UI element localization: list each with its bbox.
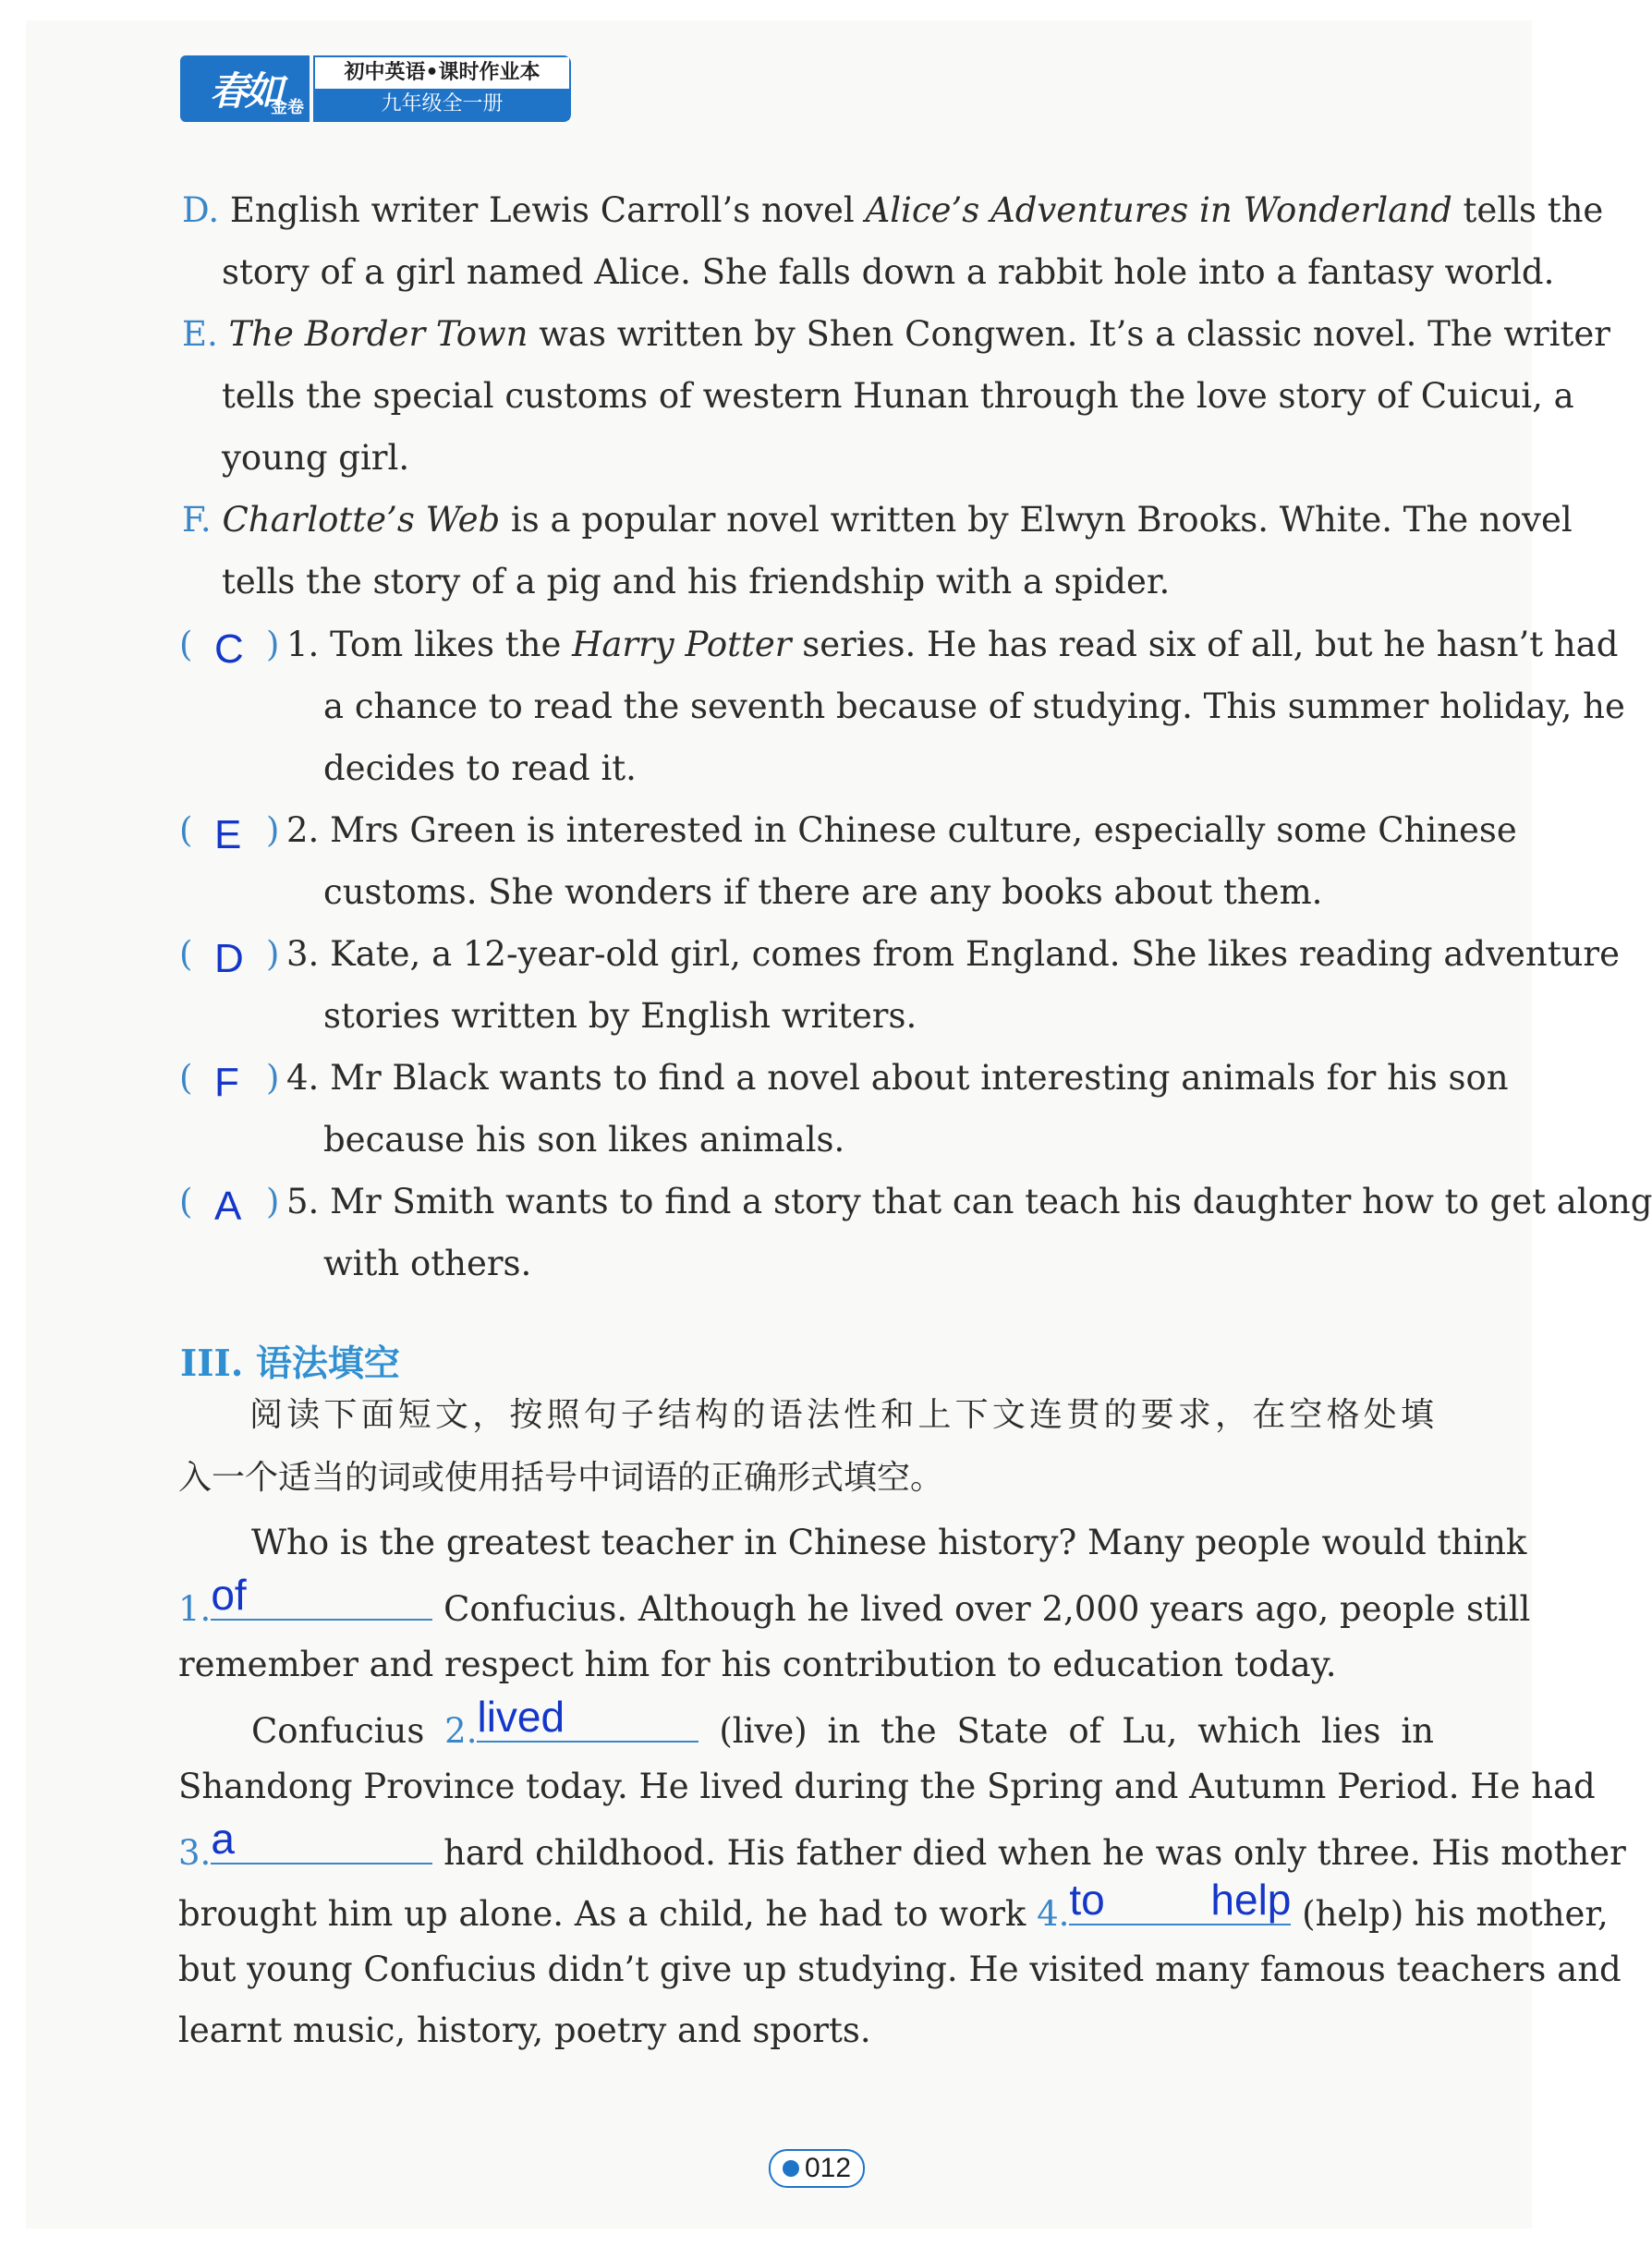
answer-bracket: ( <box>179 625 193 664</box>
option-label: D. <box>182 190 220 230</box>
option-line: E. The Border Town was written by Shen Congwen. It’s a classic novel. The writer <box>182 314 1610 354</box>
passage-line: remember and respect him for his contribution to education today. <box>178 1645 1337 1684</box>
book-header <box>180 55 571 122</box>
blank-3[interactable]: a <box>211 1828 432 1864</box>
option-line: story of a girl named Alice. She falls down a rabbit hole into a fantasy world. <box>222 252 1555 292</box>
handwritten-answer[interactable]: F <box>214 1060 239 1105</box>
question-line: decides to read it. <box>323 748 637 788</box>
question-line: 3. Kate, a 12-year-old girl, comes from England. She likes reading adventure <box>286 934 1620 974</box>
passage-line: learnt music, history, poetry and sports. <box>178 2010 871 2050</box>
option-line: F. Charlotte’s Web is a popular novel written by Elwyn Brooks. White. The novel <box>182 500 1573 540</box>
passage-line: but young Confucius didn’t give up studying. He visited many famous teachers and <box>178 1949 1622 1989</box>
blank-2[interactable]: lived <box>477 1706 698 1743</box>
answer-bracket: ) <box>266 1058 280 1098</box>
page-number: 012 <box>769 2149 865 2188</box>
answer-bracket: ) <box>266 625 280 664</box>
passage-line: Confucius 2. lived (live) in the State of Lu, which lies in <box>251 1693 1434 1751</box>
answer-bracket: ) <box>266 1182 280 1221</box>
passage-line: brought him up alone. As a child, he had to work 4. to help (help) his mother, <box>178 1876 1609 1934</box>
handwritten-answer[interactable]: A <box>214 1184 242 1229</box>
option-line: tells the special customs of western Hunan through the love story of Cuicui, a <box>222 376 1574 416</box>
instruction-line: 入一个适当的词或使用括号中词语的正确形式填空。 <box>178 1459 944 1497</box>
question-number: 5. <box>286 1182 331 1221</box>
brand-logo: 春如 金卷 <box>180 55 310 122</box>
handwritten-answer[interactable]: E <box>214 812 242 857</box>
question-line: 4. Mr Black wants to find a novel about interesting animals for his son <box>286 1058 1509 1098</box>
question-line: 1. Tom likes the Harry Potter series. He has read six of all, but he hasn’t had <box>286 625 1619 664</box>
question-line: 5. Mr Smith wants to find a story that can teach his daughter how to get along <box>286 1182 1652 1221</box>
instruction-line: 阅读下面短文，按照句子结构的语法性和上下文连贯的要求，在空格处填 <box>249 1396 1434 1434</box>
passage-line: Who is the greatest teacher in Chinese history? Many people would think <box>251 1523 1527 1562</box>
option-label: E. <box>182 314 218 354</box>
option-line: tells the story of a pig and his friendship with a spider. <box>222 562 1171 601</box>
answer-bracket: ) <box>266 810 280 850</box>
question-line: customs. She wonders if there are any books about them. <box>323 872 1323 912</box>
answer-bracket: ( <box>179 810 193 850</box>
book-title-box <box>313 55 571 122</box>
blank-1[interactable]: of <box>211 1584 432 1621</box>
book-grade: 九年级全一册 <box>315 89 569 120</box>
question-line: 2. Mrs Green is interested in Chinese culture, especially some Chinese <box>286 810 1517 850</box>
passage-line: 3. a hard childhood. His father died when he was only three. His mother <box>178 1815 1626 1873</box>
question-line: a chance to read the seventh because of studying. This summer holiday, he <box>323 686 1625 726</box>
page-dot-icon <box>783 2160 799 2177</box>
passage-line: 1. of Confucius. Although he lived over 2,000 years ago, people still <box>178 1571 1531 1629</box>
answer-bracket: ( <box>179 934 193 974</box>
question-line: stories written by English writers. <box>323 996 917 1036</box>
passage-line: Shandong Province today. He lived during the Spring and Autumn Period. He had <box>178 1767 1596 1806</box>
answer-bracket: ( <box>179 1182 193 1221</box>
handwritten-answer[interactable]: D <box>214 936 244 981</box>
question-line: with others. <box>323 1244 532 1283</box>
section-title: III. 语法填空 <box>180 1342 400 1385</box>
answer-bracket: ( <box>179 1058 193 1098</box>
book-title: 初中英语•课时作业本 <box>315 57 569 89</box>
question-number: 1. <box>286 625 331 664</box>
question-number: 2. <box>286 810 331 850</box>
handwritten-answer[interactable]: C <box>214 626 244 672</box>
blank-4[interactable]: to help <box>1069 1876 1292 1924</box>
option-line: D. English writer Lewis Carroll’s novel Alice’s Adventures in Wonderland tells the <box>182 190 1604 230</box>
question-line: because his son likes animals. <box>323 1120 845 1160</box>
answer-bracket: ) <box>266 934 280 974</box>
question-number: 3. <box>286 934 331 974</box>
question-number: 4. <box>286 1058 331 1098</box>
option-line: young girl. <box>222 438 410 478</box>
option-label: F. <box>182 500 212 540</box>
